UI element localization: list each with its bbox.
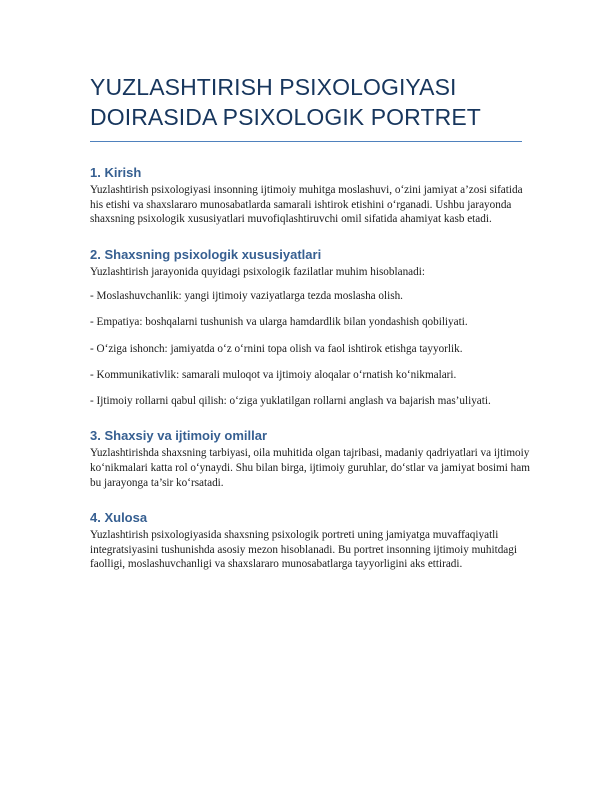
section-heading: 4. Xulosa xyxy=(90,510,148,526)
section-heading: 1. Kirish xyxy=(90,165,142,180)
document-body xyxy=(90,164,530,591)
section-heading: 2. Shaxsning psixologik xususiyatlari xyxy=(90,246,322,262)
list-item: - Ijtimoiy rollarni qabul qilish: o‘ziga yuklatilgan rollarni anglash va bajarish mas’uliyati. xyxy=(90,394,491,407)
trait-list xyxy=(90,289,530,408)
section-paragraph: Yuzlashtirish psixologiyasi insonning ijtimoiy muhitga moslashuvi, o‘zini jamiyat a’zosi sifatida his etishi va shaxslararo munosabatlarda samarali ishtirok etishini o‘rganadi. Ushbu jarayonda shaxsning psixologik xususiyatlari muvofiqlashtiruvchi omil sifatida ahamiyat kasb etadi. xyxy=(90,184,523,226)
section-introduction xyxy=(90,164,530,227)
section-personal-social-factors xyxy=(90,427,530,490)
title-underline xyxy=(90,141,522,142)
section-conclusion xyxy=(90,509,530,572)
section-paragraph: Yuzlashtirish psixologiyasida shaxsning psixologik portreti uning jamiyatga muvaffaqiyatli integratsiyasini tushunishda asosiy mezon hisoblanadi. Bu portret insonning ijtimoiy muhitdagi faolligi, moslashuvchanligi va shaxslararo munosabatlarga tayyorligini aks ettiradi. xyxy=(90,529,517,571)
list-item: - Moslashuvchanlik: yangi ijtimoiy vaziyatlarga tezda moslasha olish. xyxy=(90,290,403,303)
list-item: - O‘ziga ishonch: jamiyatda o‘z o‘rnini topa olish va faol ishtirok etishga tayyorlik. xyxy=(90,342,463,355)
document-title: YUZLASHTIRISH PSIXOLOGIYASI DOIRASIDA PSIXOLOGIK PORTRET xyxy=(90,74,481,130)
list-item: - Empatiya: boshqalarni tushunish va ularga hamdardlik bilan yondashish qobiliyati. xyxy=(90,316,468,329)
section-psychological-traits xyxy=(90,246,530,409)
list-item: - Kommunikativlik: samarali muloqot va ijtimoiy aloqalar o‘rnatish ko‘nikmalari. xyxy=(90,368,457,381)
section-intro-paragraph: Yuzlashtirish jarayonida quyidagi psixologik fazilatlar muhim hisoblanadi: xyxy=(90,265,425,278)
section-paragraph: Yuzlashtirishda shaxsning tarbiyasi, oila muhitida olgan tajribasi, madaniy qadriyatlari va ijtimoiy ko‘nikmalari katta rol o‘ynaydi. Shu bilan birga, ijtimoiy guruhlar, do‘stlar va jamiyat bosimi ham bu jarayonga ta’sir ko‘rsatadi. xyxy=(90,447,530,489)
section-heading: 3. Shaxsiy va ijtimoiy omillar xyxy=(90,428,268,444)
